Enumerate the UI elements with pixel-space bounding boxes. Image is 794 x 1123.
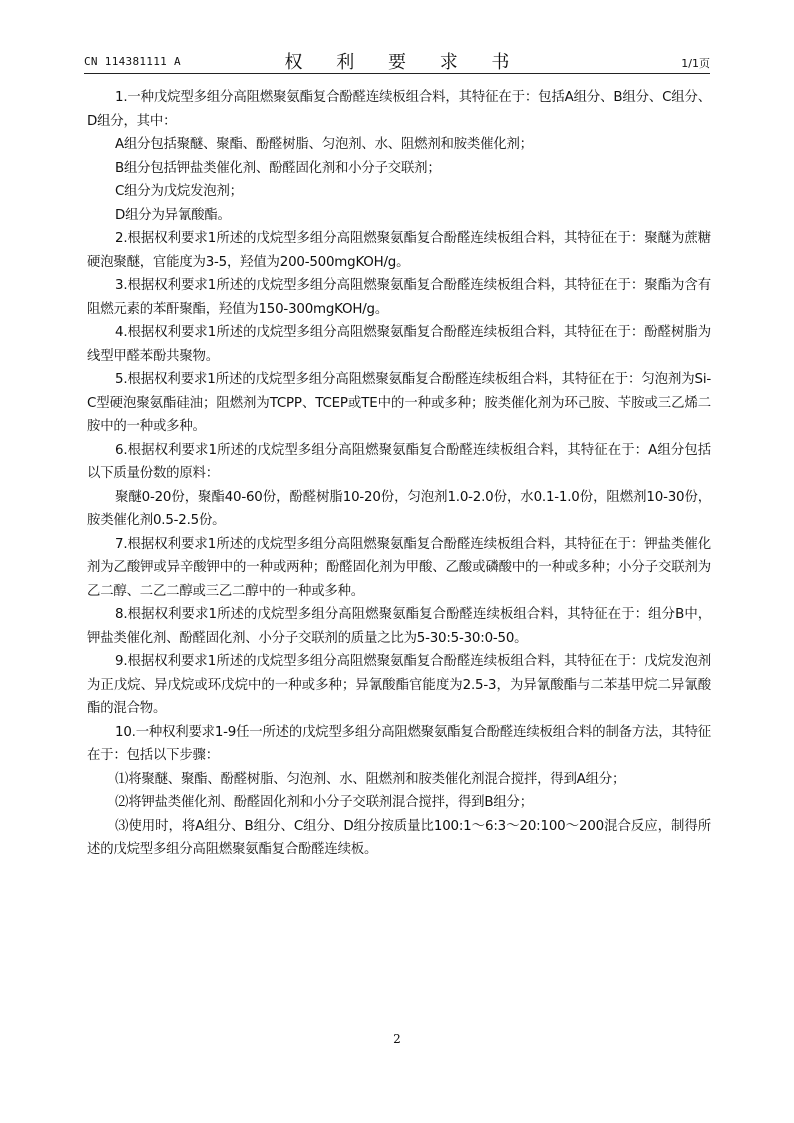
claim-1-component-a: A组分包括聚醚、聚酯、酚醛树脂、匀泡剂、水、阻燃剂和胺类催化剂； (115, 137, 533, 152)
claim-4: 4.根据权利要求1所述的戊烷型多组分高阻燃聚氨酯复合酚醛连续板组合料，其特征在于：酚醛树脂为线型甲醛苯酚共聚物。 (87, 325, 711, 364)
claim-6-formula: 聚醚0-20份，聚酯40-60份，酚醛树脂10-20份，匀泡剂1.0-2.0份，水0.1-1.0份，阻燃剂10-30份，胺类催化剂0.5-2.5份。 (87, 489, 711, 528)
claim-5: 5.根据权利要求1所述的戊烷型多组分高阻燃聚氨酯复合酚醛连续板组合料，其特征在于：匀泡剂为Si-C型硬泡聚氨酯硅油；阻燃剂为TCPP、TCEP或TE中的一种或多种；胺类催化剂为环己胺、苄胺或三乙烯二胺中的一种或多种。 (87, 372, 711, 434)
claim-7: 7.根据权利要求1所述的戊烷型多组分高阻燃聚氨酯复合酚醛连续板组合料，其特征在于：钾盐类催化剂为乙酸钾或异辛酸钾中的一种或两种；酚醛固化剂为甲酸、乙酸或磷酸中的一种或多种；小分子交联剂为乙二醇、二乙二醇或三乙二醇中的一种或多种。 (87, 536, 711, 599)
claim-1-component-b: B组分包括钾盐类催化剂、酚醛固化剂和小分子交联剂； (115, 160, 441, 176)
claim-10-step-1: ⑴将聚醚、聚酯、酚醛树脂、匀泡剂、水、阻燃剂和胺类催化剂混合搅拌，得到A组分； (115, 771, 626, 787)
claim-8: 8.根据权利要求1所述的戊烷型多组分高阻燃聚氨酯复合酚醛连续板组合料，其特征在于：组分B中，钾盐类催化剂、酚醛固化剂、小分子交联剂的质量之比为5-30:5-30:0-50。 (87, 607, 711, 646)
claim-10-step-3: ⑶使用时，将A组分、B组分、C组分、D组分按质量比100:1～6:3～20:100～200混合反应，制得所述的戊烷型多组分高阻燃聚氨酯复合酚醛连续板。 (87, 818, 711, 857)
claim-10-step-2: ⑵将钾盐类催化剂、酚醛固化剂和小分子交联剂混合搅拌，得到B组分； (115, 795, 533, 810)
claims-body (87, 86, 711, 862)
claim-1-component-d: D组分为异氰酸酯。 (115, 207, 231, 223)
claim-6: 6.根据权利要求1所述的戊烷型多组分高阻燃聚氨酯复合酚醛连续板组合料，其特征在于：A组分包括以下质量份数的原料： (87, 442, 711, 481)
document-title: 权 利 要 求 书 (284, 52, 524, 73)
claim-9: 9.根据权利要求1所述的戊烷型多组分高阻燃聚氨酯复合酚醛连续板组合料，其特征在于：戊烷发泡剂为正戊烷、异戊烷或环戊烷中的一种或多种；异氰酸酯官能度为2.5-3，为异氰酸酯与二苯基甲烷二异氰酸酯的混合物。 (87, 654, 711, 716)
page-header (84, 44, 710, 74)
claim-2: 2.根据权利要求1所述的戊烷型多组分高阻燃聚氨酯复合酚醛连续板组合料，其特征在于：聚醚为蔗糖硬泡聚醚，官能度为3-5，羟值为200-500mgKOH/g。 (87, 231, 711, 270)
header-rule (84, 73, 710, 74)
claim-1: 1.一种戊烷型多组分高阻燃聚氨酯复合酚醛连续板组合料，其特征在于：包括A组分、B组分、C组分、D组分，其中： (87, 90, 711, 129)
claim-10: 10.一种权利要求1-9任一所述的戊烷型多组分高阻燃聚氨酯复合酚醛连续板组合料的制备方法，其特征在于：包括以下步骤： (87, 724, 711, 763)
page-label: 1/1页 (681, 57, 710, 70)
publication-number: CN 114381111 A (84, 55, 181, 68)
claim-1-component-c: C组分为戊烷发泡剂； (115, 184, 243, 199)
page-number: 2 (393, 1032, 401, 1046)
claim-3: 3.根据权利要求1所述的戊烷型多组分高阻燃聚氨酯复合酚醛连续板组合料，其特征在于：聚酯为含有阻燃元素的苯酐聚酯，羟值为150-300mgKOH/g。 (87, 278, 711, 317)
